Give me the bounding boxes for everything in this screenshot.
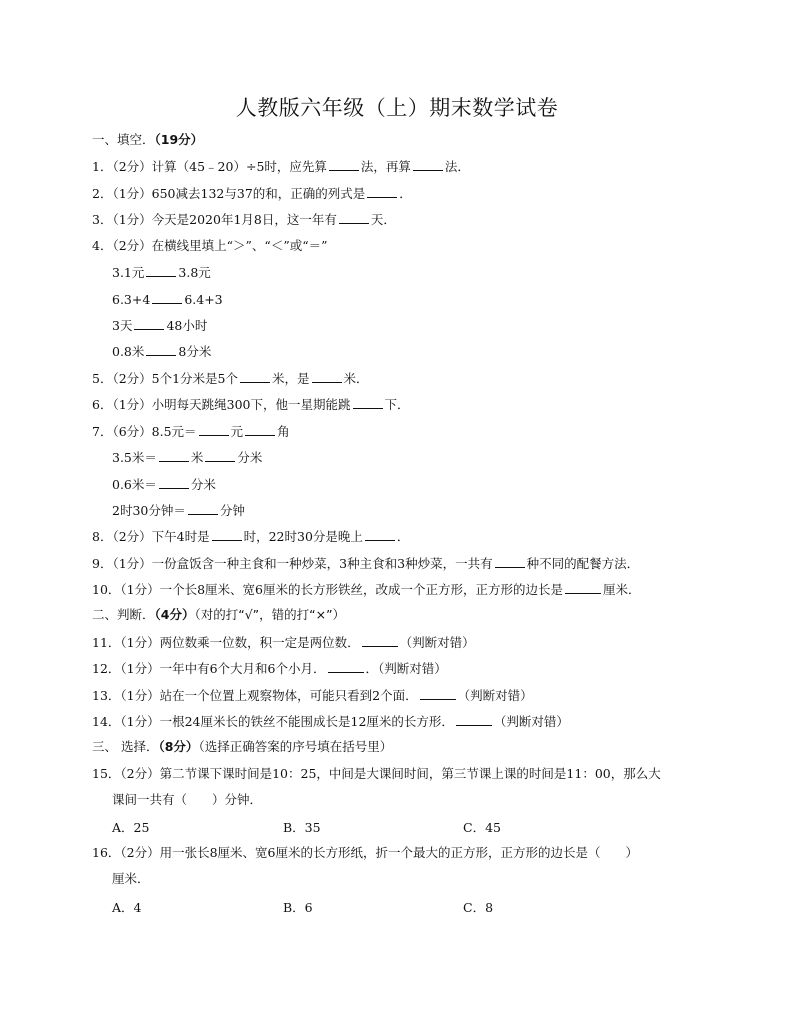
answer-blank[interactable] bbox=[240, 370, 270, 383]
answer-blank[interactable] bbox=[328, 660, 364, 673]
answer-blank[interactable] bbox=[495, 555, 525, 568]
q9-text: 9．（1分）一份盒饭含一种主食和一种炒菜，3种主食和3种炒菜，一共有 bbox=[92, 556, 493, 571]
q4-row-2 bbox=[112, 291, 223, 308]
section-3-score: （8分） bbox=[158, 739, 199, 754]
section-2-note: （对的打“√”，错的打“×”） bbox=[194, 607, 346, 622]
q4-r2-right: 6.4+3 bbox=[184, 292, 223, 307]
question-14 bbox=[92, 713, 569, 730]
section-1-score: （19分） bbox=[154, 132, 204, 147]
q14-text: 14．（1分）一根24厘米长的铁丝不能围成长是12厘米的长方形． bbox=[92, 714, 454, 729]
q6-text-b: 下． bbox=[384, 397, 410, 412]
answer-blank[interactable] bbox=[134, 317, 164, 330]
q15-option-a[interactable]: A．25 bbox=[112, 820, 150, 835]
answer-blank[interactable] bbox=[312, 370, 342, 383]
q7-r2-left: 0.6米＝ bbox=[112, 477, 157, 492]
q4-text: 4．（2分）在横线里填上“＞”、“＜”或“＝” bbox=[92, 238, 328, 253]
question-7 bbox=[92, 423, 290, 440]
question-12 bbox=[92, 660, 447, 677]
q7-r1-mid: 米 bbox=[190, 450, 204, 465]
question-5 bbox=[92, 370, 369, 387]
answer-blank[interactable] bbox=[152, 291, 182, 304]
q15-text: 15．（2分）第二节课下课时间是10：25，中间是大课间时间，第三节课上课的时间是11：00，那么大 bbox=[92, 766, 661, 781]
answer-blank[interactable] bbox=[245, 423, 275, 436]
q7-r2-right: 分米 bbox=[190, 477, 216, 492]
q7-r1-right: 分米 bbox=[237, 450, 263, 465]
answer-blank[interactable] bbox=[212, 528, 242, 541]
answer-blank[interactable] bbox=[329, 158, 359, 171]
section-2-heading bbox=[92, 607, 345, 623]
q4-r2-left: 6.3+4 bbox=[112, 292, 151, 307]
answer-blank[interactable] bbox=[146, 343, 176, 356]
q7-text: 7．（6分）8.5元＝ bbox=[92, 424, 197, 439]
question-16-cont bbox=[112, 871, 150, 887]
answer-blank[interactable] bbox=[362, 634, 398, 647]
q1-text: 1．（2分）计算（45﹣20）÷5时，应先算 bbox=[92, 159, 327, 174]
answer-blank[interactable] bbox=[205, 449, 235, 462]
answer-blank[interactable] bbox=[420, 687, 456, 700]
q13-judge: （判断对错） bbox=[457, 688, 533, 703]
answer-blank[interactable] bbox=[456, 713, 492, 726]
q7-r3-left: 2时30分钟＝ bbox=[112, 503, 186, 518]
question-2 bbox=[92, 185, 412, 202]
answer-blank[interactable] bbox=[199, 423, 229, 436]
q14-judge: （判断对错） bbox=[493, 714, 569, 729]
question-8 bbox=[92, 528, 409, 545]
q16-text: 16．（2分）用一张长8厘米、宽6厘米的长方形纸，折一个最大的正方形，正方形的边长是（ ） bbox=[92, 845, 639, 860]
answer-blank[interactable] bbox=[565, 581, 601, 594]
answer-blank[interactable] bbox=[188, 502, 218, 515]
section-2-label: 二、判断． bbox=[92, 607, 155, 622]
section-1-heading bbox=[92, 132, 203, 148]
q3-text: 3．（1分）今天是2020年1月8日，这一年有 bbox=[92, 212, 337, 227]
q3-text-b: 天． bbox=[370, 212, 396, 227]
question-13 bbox=[92, 687, 533, 704]
q11-text: 11．（1分）两位数乘一位数，积一定是两位数． bbox=[92, 635, 360, 650]
q4-r1-left: 3.1元 bbox=[112, 265, 145, 280]
q11-judge: （判断对错） bbox=[399, 635, 475, 650]
q8-text: 8．（2分）下午4时是 bbox=[92, 529, 210, 544]
question-3 bbox=[92, 211, 396, 228]
q2-text-b: ． bbox=[399, 186, 412, 201]
answer-blank[interactable] bbox=[339, 211, 369, 224]
q16-option-c[interactable]: C．8 bbox=[463, 900, 494, 915]
answer-blank[interactable] bbox=[365, 528, 395, 541]
q7-row-1 bbox=[112, 449, 262, 466]
answer-blank[interactable] bbox=[353, 396, 383, 409]
q1-text-c: 法． bbox=[444, 159, 470, 174]
answer-blank[interactable] bbox=[159, 449, 189, 462]
q12-judge: ．（判断对错） bbox=[365, 661, 447, 676]
question-1 bbox=[92, 158, 470, 175]
q5-text-b: 米，是 bbox=[272, 371, 310, 386]
q2-text: 2．（1分）650减去132与37的和，正确的列式是 bbox=[92, 186, 366, 201]
q4-row-4 bbox=[112, 343, 211, 360]
q15-text-b: 课间一共有（ ）分钟． bbox=[112, 792, 263, 807]
q13-text: 13．（1分）站在一个位置上观察物体，可能只看到2个面． bbox=[92, 688, 418, 703]
q7-row-3 bbox=[112, 502, 245, 519]
q10-text: 10．（1分）一个长8厘米、宽6厘米的长方形铁丝，改成一个正方形，正方形的边长是 bbox=[92, 582, 564, 597]
answer-blank[interactable] bbox=[146, 264, 176, 277]
q6-text: 6．（1分）小明每天跳绳300下，他一星期能跳 bbox=[92, 397, 351, 412]
question-6 bbox=[92, 396, 410, 413]
q8-text-b: 时，22时30分是晚上 bbox=[243, 529, 363, 544]
section-3-note: （选择正确答案的序号填在括号里） bbox=[198, 739, 393, 754]
question-10 bbox=[92, 581, 641, 598]
question-4 bbox=[92, 238, 328, 254]
q15-option-b[interactable]: B．35 bbox=[283, 820, 321, 835]
q7-r1-left: 3.5米＝ bbox=[112, 450, 157, 465]
q4-r4-right: 8分米 bbox=[178, 344, 212, 359]
q16-text-b: 厘米． bbox=[112, 871, 150, 886]
q4-row-1 bbox=[112, 264, 211, 281]
q9-text-b: 种不同的配餐方法． bbox=[526, 556, 640, 571]
q16-option-b[interactable]: B．6 bbox=[283, 900, 313, 915]
q1-text-b: 法，再算 bbox=[360, 159, 411, 174]
q4-r3-left: 3天 bbox=[112, 318, 133, 333]
q8-text-c: ． bbox=[396, 529, 410, 544]
question-15 bbox=[92, 766, 661, 782]
section-2-score: （4分） bbox=[154, 607, 195, 622]
section-1-label: 一、填空． bbox=[92, 132, 155, 147]
section-3-label: 三、 选择． bbox=[92, 739, 159, 754]
question-16 bbox=[92, 845, 638, 861]
q7-r3-right: 分钟 bbox=[219, 503, 245, 518]
question-9 bbox=[92, 555, 639, 572]
q7-text-b: 元 bbox=[230, 424, 244, 439]
q7-text-c: 角 bbox=[277, 424, 290, 439]
q4-r1-right: 3.8元 bbox=[178, 265, 211, 280]
section-3-heading bbox=[92, 739, 392, 755]
q16-option-a[interactable]: A．4 bbox=[112, 900, 142, 915]
page-title: 人教版六年级（上）期末数学试卷 bbox=[235, 96, 559, 120]
q5-text: 5．（2分）5个1分米是5个 bbox=[92, 371, 239, 386]
q12-text: 12．（1分）一年中有6个大月和6个小月． bbox=[92, 661, 326, 676]
q4-r3-right: 48小时 bbox=[166, 318, 208, 333]
question-15-cont bbox=[112, 792, 262, 808]
answer-blank[interactable] bbox=[159, 476, 189, 489]
q15-option-c[interactable]: C．45 bbox=[463, 820, 501, 835]
q5-text-c: 米． bbox=[343, 371, 369, 386]
q4-row-3 bbox=[112, 317, 207, 334]
question-11 bbox=[92, 634, 475, 651]
answer-blank[interactable] bbox=[367, 185, 397, 198]
answer-blank[interactable] bbox=[413, 158, 443, 171]
q7-row-2 bbox=[112, 476, 216, 493]
q10-text-b: 厘米． bbox=[603, 582, 641, 597]
q4-r4-left: 0.8米 bbox=[112, 344, 145, 359]
